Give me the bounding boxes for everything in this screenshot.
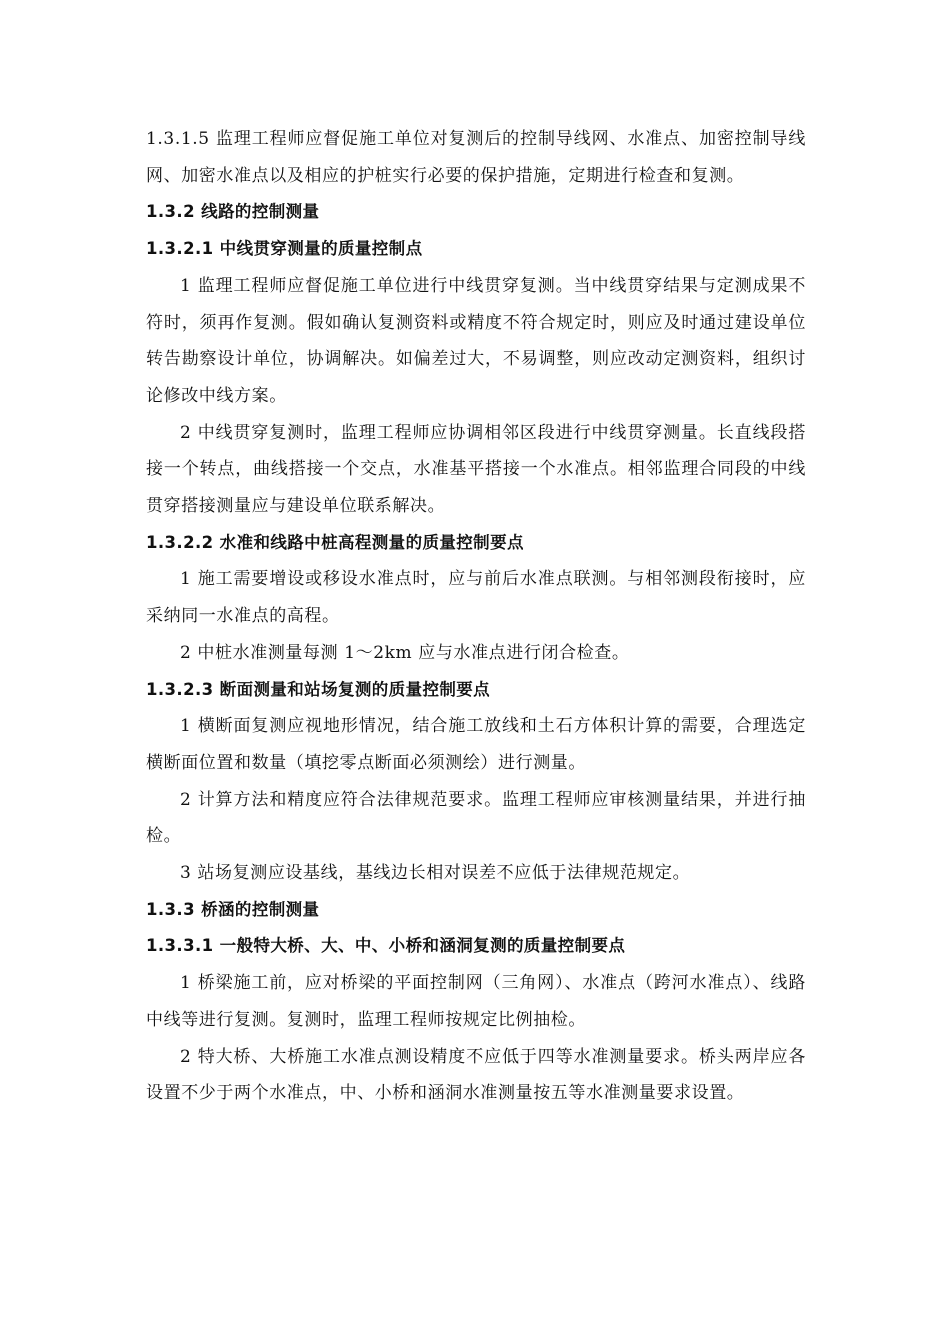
paragraph-1-3-2-1-item-2: 2 中线贯穿复测时，监理工程师应协调相邻区段进行中线贯穿测量。长直线段搭接一个转点，曲线搭接一个交点，水准基平搭接一个水准点。相邻监理合同段的中线贯穿搭接测量应与建设单位联系解决。 [146, 422, 806, 517]
paragraph-1-3-2-3-item-3: 3 站场复测应设基线，基线边长相对误差不应低于法律规范规定。 [180, 863, 691, 884]
paragraph-1-3-2-2-item-1: 1 施工需要增设或移设水准点时，应与前后水准点联测。与相邻测段衔接时，应采纳同一水准点的高程。 [146, 569, 806, 627]
heading-1-3-2-1: 1.3.2.1 中线贯穿测量的质量控制点 [146, 239, 423, 259]
paragraph-1-3-3-1-item-2: 2 特大桥、大桥施工水准点测设精度不应低于四等水准测量要求。桥头两岸应各设置不少于两个水准点，中、小桥和涵洞水准测量按五等水准测量要求设置。 [146, 1046, 806, 1104]
paragraph-1-3-2-2-item-2: 2 中桩水准测量每测 1～2km 应与水准点进行闭合检查。 [180, 642, 630, 663]
heading-1-3-3: 1.3.3 桥涵的控制测量 [146, 899, 320, 919]
paragraph-1-3-2-1-item-1: 1 监理工程师应督促施工单位进行中线贯穿复测。当中线贯穿结果与定测成果不符时，须再作复测。假如确认复测资料或精度不符合规定时，则应及时通过建设单位转告勘察设计单位，协调解决。如偏差过大，不易调整，则应改动定测资料，组织讨论修改中线方案。 [146, 275, 806, 406]
paragraph-1-3-3-1-item-1: 1 桥梁施工前，应对桥梁的平面控制网（三角网）、水准点（跨河水准点）、线路中线等进行复测。复测时，监理工程师按规定比例抽检。 [146, 973, 806, 1030]
paragraph-1-3-2-3-item-1: 1 横断面复测应视地形情况，结合施工放线和土石方体积计算的需要，合理选定横断面位置和数量（填挖零点断面必须测绘）进行测量。 [146, 716, 806, 773]
paragraph-1-3-1-5: 1.3.1.5 监理工程师应督促施工单位对复测后的控制导线网、水准点、加密控制导线网、加密水准点以及相应的护桩实行必要的保护措施，定期进行检查和复测。 [146, 129, 806, 186]
heading-1-3-3-1: 1.3.3.1 一般特大桥、大、中、小桥和涵洞复测的质量控制要点 [146, 936, 626, 956]
heading-1-3-2-2: 1.3.2.2 水准和线路中桩高程测量的质量控制要点 [146, 532, 524, 552]
paragraph-1-3-2-3-item-2: 2 计算方法和精度应符合法律规范要求。监理工程师应审核测量结果，并进行抽检。 [146, 789, 806, 847]
heading-1-3-2-3: 1.3.2.3 断面测量和站场复测的质量控制要点 [146, 679, 491, 699]
heading-1-3-2: 1.3.2 线路的控制测量 [146, 202, 320, 222]
document-body [146, 121, 806, 1112]
